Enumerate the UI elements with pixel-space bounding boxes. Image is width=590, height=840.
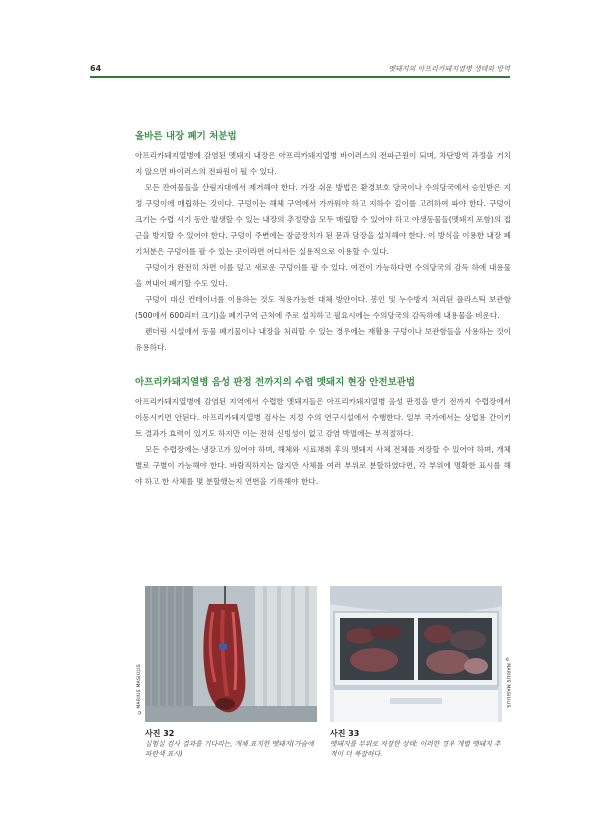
freezer-illustration — [330, 586, 502, 722]
section-heading: 올바른 내장 폐기 처분법 — [135, 131, 237, 142]
paragraph: 렌더링 시설에서 동물 폐기물이나 내장을 처리할 수 있는 경우에는 재활용 구덩이나 보관함들을 사용하는 것이 유용하다. — [135, 327, 511, 352]
photo-credit: ©MARIUS MASIULIS — [137, 664, 142, 714]
figure-32 — [137, 586, 317, 759]
paragraph: 아프리카돼지열병에 감염된 멧돼지 내장은 아프리카돼지열병 바이러스의 전파근원이 되며, 차단방역 과정을 거치지 않으면 바이러스의 전파원이 될 수 있다. — [135, 151, 511, 176]
paragraph: 구덩이 대신 컨테이너를 이용하는 것도 적용가능한 대체 방안이다. 봉인 및 누수방지 처리된 플라스틱 보관함(500에서 600리터 크기)을 폐기구역 근처에 주로 설치하고 필요시에는 수의당국의 감독하에 내용물을 비운다. — [135, 295, 511, 320]
figures-row — [137, 586, 510, 766]
section-carcass-disposal — [135, 128, 511, 356]
paragraph: 모든 수렵장에는 냉장고가 있어야 하며, 해체와 시료채취 후의 멧돼지 사체 전체를 저장할 수 있어야 하며, 개체별로 구별이 가능해야 한다. 바람직하지는 않지만 사체를 여러 부위로 분할하였다면, 각 부위에 명확한 표시를 해야 하고 한 사체를 몇 분할했는지 연번을 기록해야 한다. — [135, 445, 511, 486]
carcass-illustration — [145, 586, 317, 722]
running-title: 멧돼지의 아프리카돼지열병 생태와 방역 — [388, 65, 510, 73]
page-header — [90, 62, 510, 78]
photo-credit: ©MARIUS MASIULIS — [505, 658, 510, 708]
paragraph: 모든 잔여물들을 산림지대에서 제거해야 한다. 가장 쉬운 방법은 환경보호 당국이나 수의당국에서 승인받은 지정 구덩이에 매립하는 것이다. 구덩이는 해체 구역에서 가까워야 하고 지하수 깊이를 고려하여 파야 한다. 구덩이 크기는 수렵 시기 동안 발생할 수 있는 내장의 추정량을 모두 매립할 수 있어야 하고 야생동물들(멧돼지 포함)의 접근을 방지할 수 있어야 한다. 구덩이 주변에는 잠금장치가 된 문과 담장을 설치해야 한다. 이 방식을 이용한 내장 폐기처분은 구덩이를 팔 수 있는 곳이라면 어디서든 실용적으로 이용할 수 있다. — [135, 183, 511, 256]
paragraph: 아프리카돼지열병에 감염된 지역에서 수렵한 멧돼지들은 아프리카돼지열병 음성 판정을 받기 전까지 수렵장에서 이동시키면 안된다. 아프리카돼지열병 검사는 지정 수의 연구시설에서 수행한다. 일부 국가에서는 상업용 간이키트 결과가 효력이 있기도 하지만 이는 전혀 신빙성이 없고 감염 박멸에는 부적절하다. — [135, 397, 511, 438]
page-number: 64 — [90, 64, 102, 73]
paragraph: 구덩이가 완전히 차면 이를 덮고 새로운 구덩이를 팔 수 있다. 여건이 가능하다면 수의당국의 감독 하에 내용물을 꺼내어 폐기할 수도 있다. — [135, 263, 511, 288]
figure-33 — [330, 586, 510, 759]
figure-caption: 멧돼지를 부위로 저장한 상태: 이러한 경우 개별 멧돼지 추적이 더 복잡하다. — [330, 740, 501, 758]
header-rule — [90, 76, 510, 78]
figure-caption: 실험실 검사 결과를 기다리는, 개체 표지한 멧돼지(가슴에 파란색 표시) — [145, 740, 314, 758]
photo-freezer — [330, 586, 502, 722]
section-safe-storage — [135, 374, 511, 490]
photo-hanging-carcass — [145, 586, 317, 722]
main-content — [135, 128, 511, 490]
section-heading: 아프리카돼지열병 음성 판정 전까지의 수렵 멧돼지 현장 안전보관법 — [135, 377, 416, 388]
figure-label: 사진 32 — [145, 729, 175, 738]
figure-label: 사진 33 — [330, 729, 360, 738]
